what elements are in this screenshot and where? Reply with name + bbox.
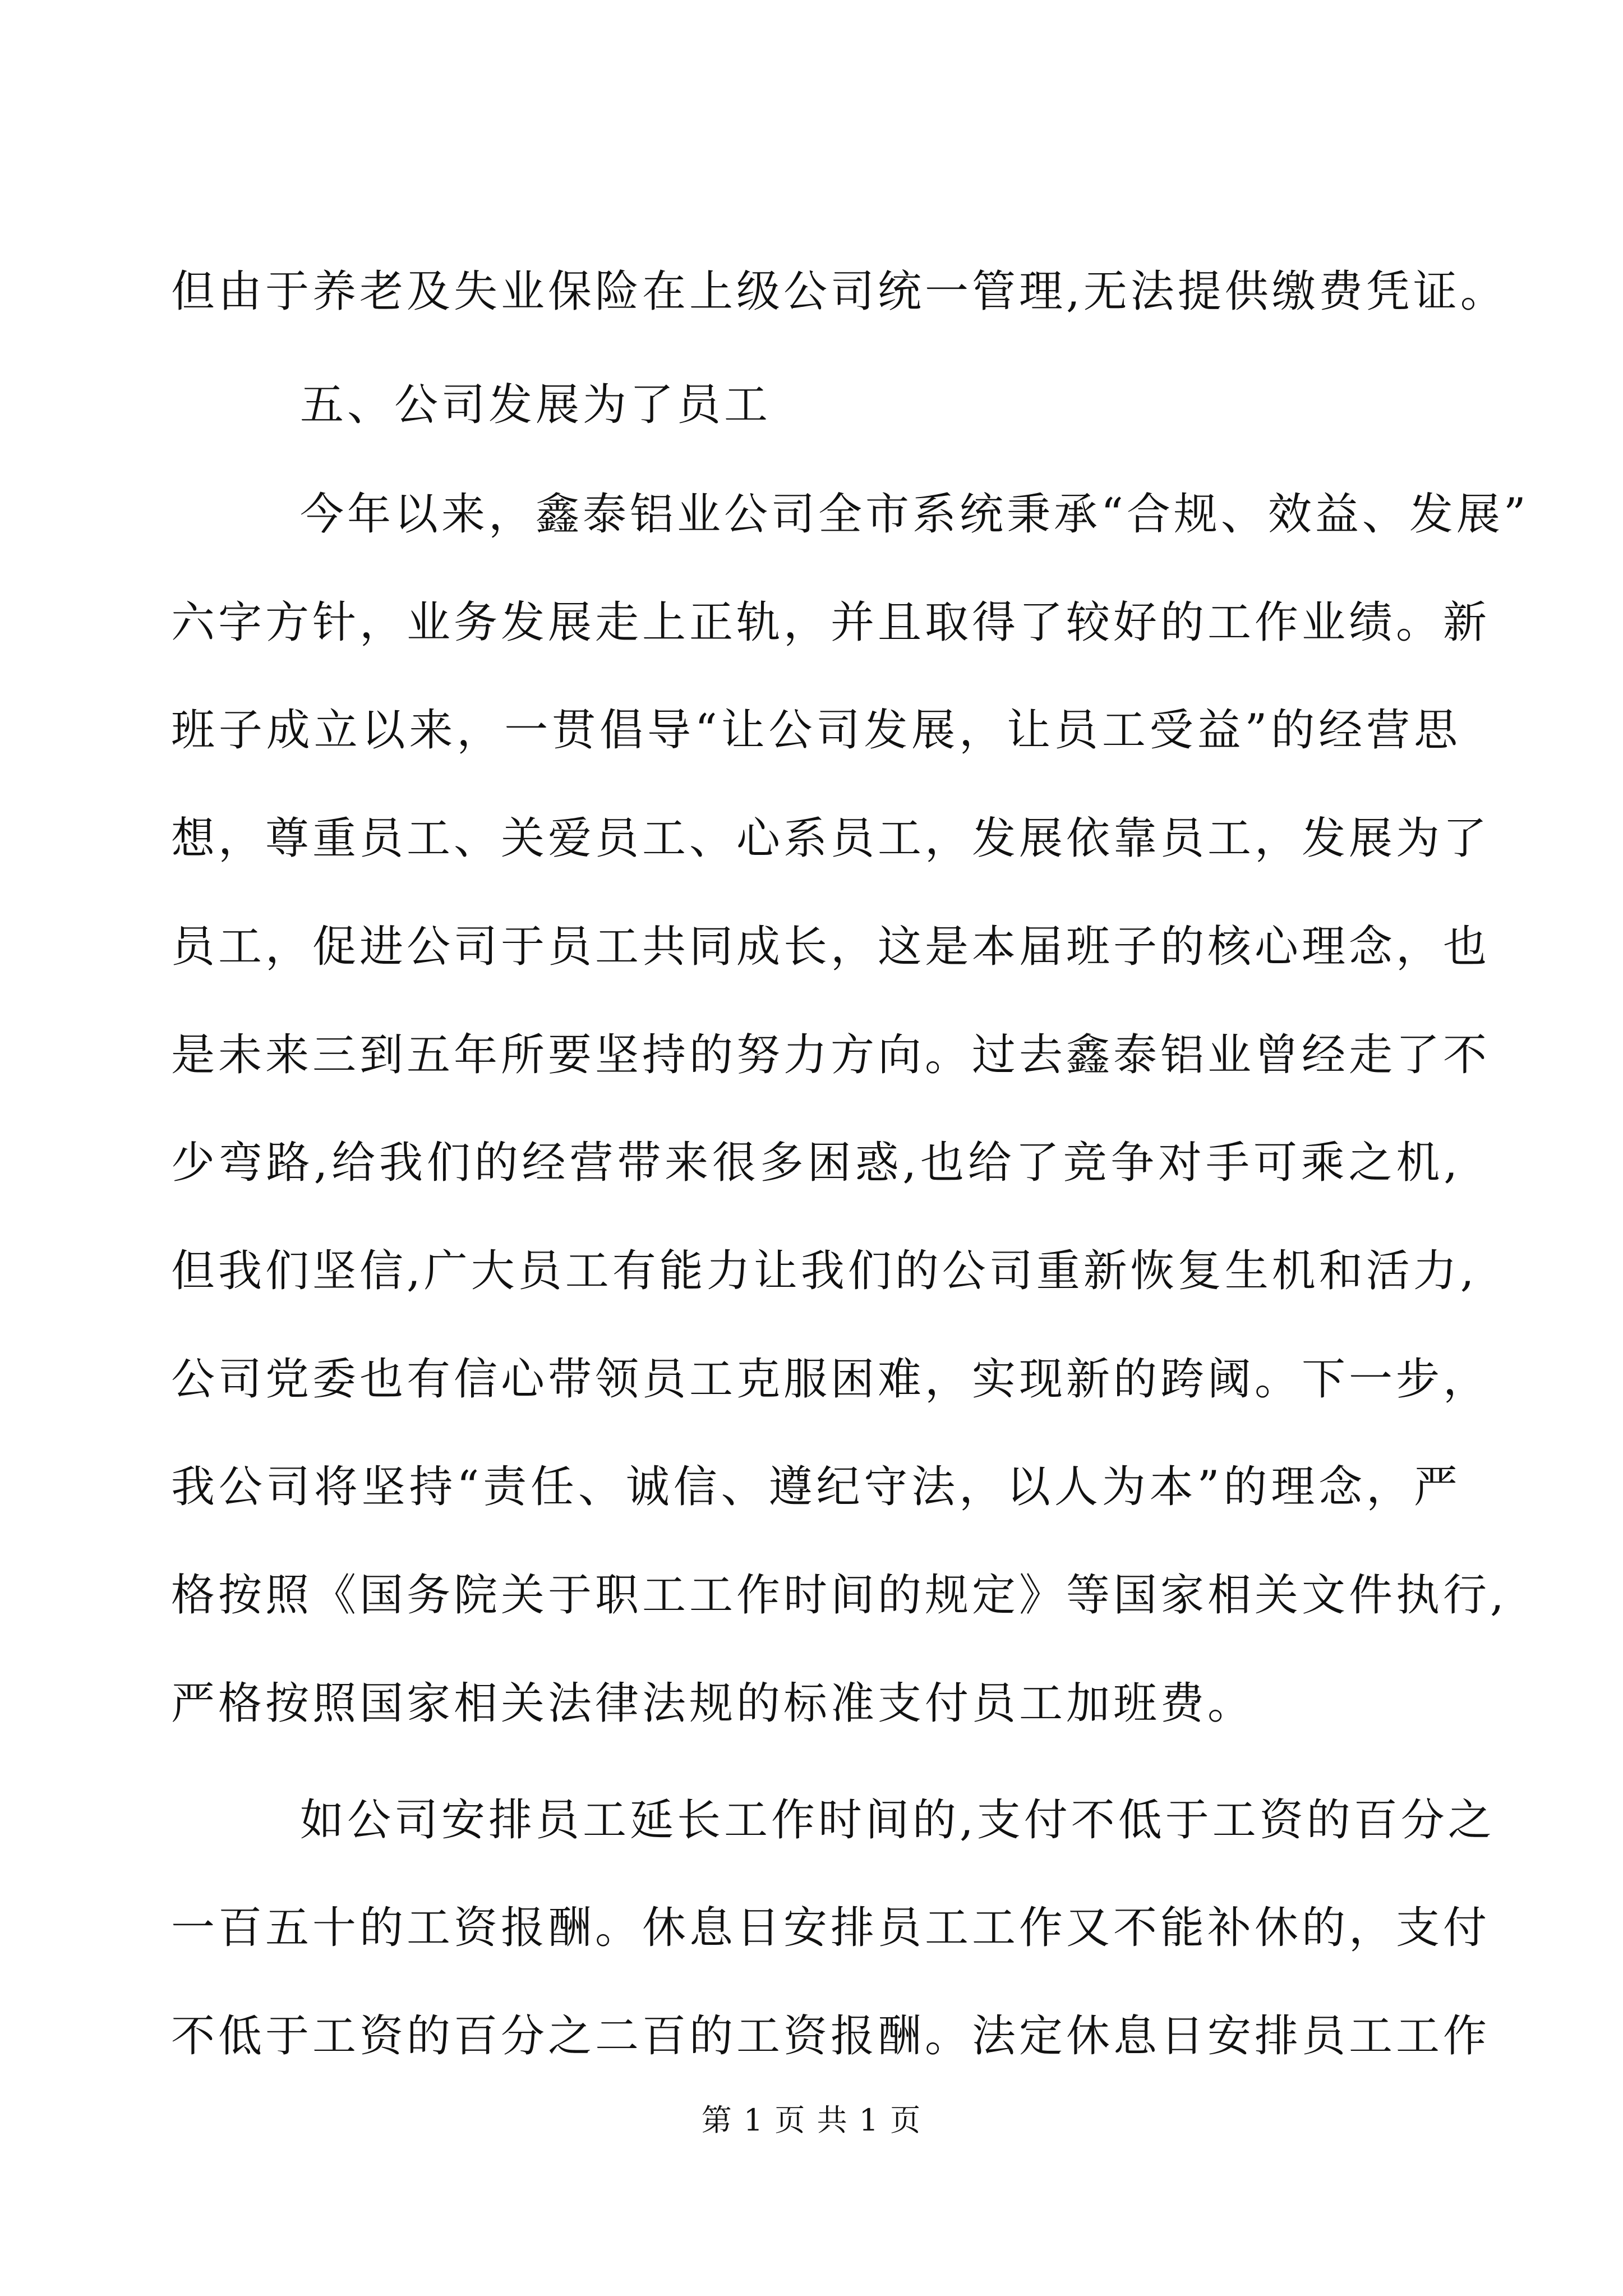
section-heading: 五、公司发展为了员工 bbox=[300, 379, 772, 430]
paragraph-line: 是未来三到五年所要坚持的努力方向。过去鑫泰铝业曾经走了不 bbox=[171, 1029, 1491, 1080]
paragraph-line: 我公司将坚持“责任、诚信、遵纪守法，以人为本”的理念，严 bbox=[171, 1462, 1461, 1513]
paragraph-line: 今年以来，鑫泰铝业公司全市系统秉承“合规、效益、发展” bbox=[300, 489, 1529, 540]
paragraph-line: 不低于工资的百分之二百的工资报酬。法定休息日安排员工工作 bbox=[171, 2011, 1491, 2062]
paragraph-line: 员工，促进公司于员工共同成长，这是本届班子的核心理念，也 bbox=[171, 921, 1491, 972]
continued-line: 但由于养老及失业保险在上级公司统一管理,无法提供缴费凭证。 bbox=[171, 266, 1507, 317]
paragraph-line: 六字方针，业务发展走上正轨，并且取得了较好的工作业绩。新 bbox=[171, 597, 1491, 648]
paragraph-line: 班子成立以来，一贯倡导“让公司发展，让员工受益”的经营思 bbox=[171, 705, 1461, 756]
paragraph-line: 严格按照国家相关法律法规的标准支付员工加班费。 bbox=[171, 1678, 1255, 1729]
paragraph-line: 一百五十的工资报酬。休息日安排员工工作又不能补休的，支付 bbox=[171, 1903, 1491, 1954]
page-number: 第 1 页 共 1 页 bbox=[701, 2102, 922, 2138]
paragraph-line: 格按照《国务院关于职工工作时间的规定》等国家相关文件执行, bbox=[171, 1570, 1507, 1621]
paragraph-line: 少弯路,给我们的经营带来很多困惑,也给了竞争对手可乘之机, bbox=[171, 1138, 1461, 1189]
paragraph-line: 如公司安排员工延长工作时间的,支付不低于工资的百分之 bbox=[300, 1795, 1495, 1846]
paragraph-line: 公司党委也有信心带领员工克服困难，实现新的跨阈。下一步， bbox=[171, 1354, 1491, 1405]
paragraph-line: 想，尊重员工、关爱员工、心系员工，发展依靠员工，发展为了 bbox=[171, 813, 1491, 864]
paragraph-line: 但我们坚信,广大员工有能力让我们的公司重新恢复生机和活力, bbox=[171, 1245, 1478, 1296]
